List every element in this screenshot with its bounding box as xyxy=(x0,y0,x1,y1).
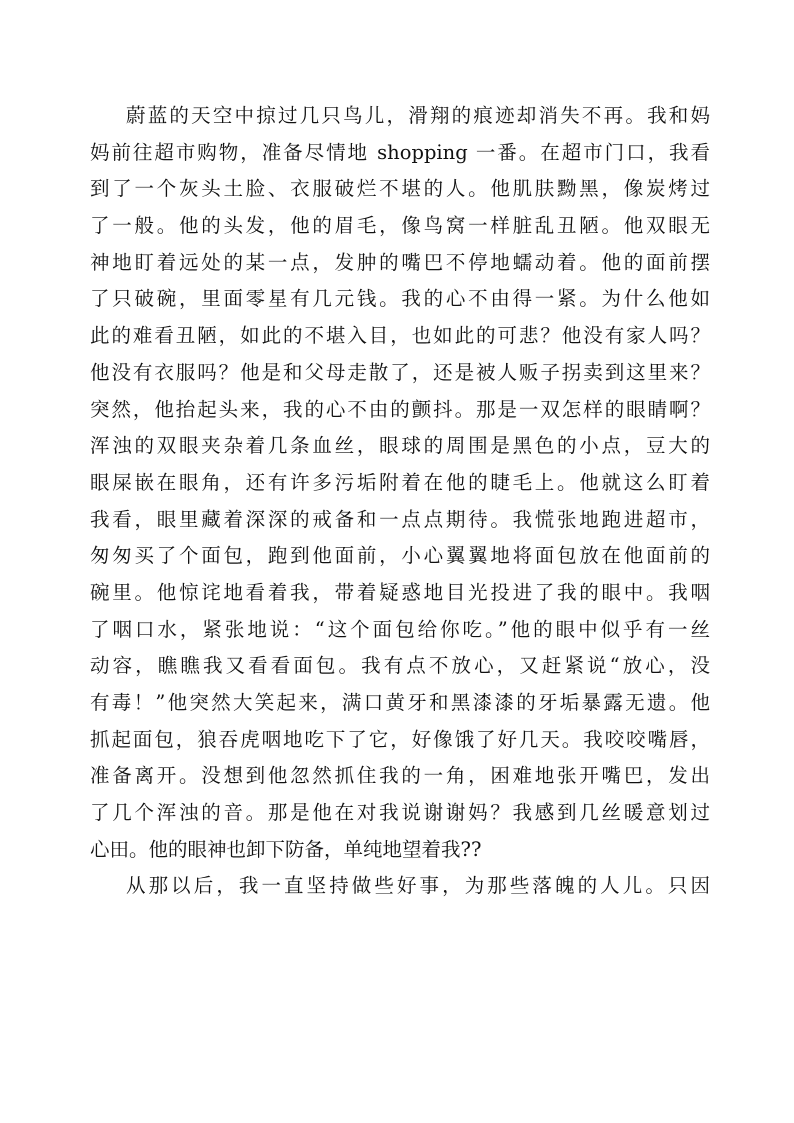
text-line: 碗里。他惊诧地看着我，带着疑惑地目光投进了我的眼中。我咽 xyxy=(90,581,710,604)
text-line: 抓起面包，狼吞虎咽地吃下了它，好像饿了好几天。我咬咬嘴唇， xyxy=(90,728,710,751)
text-line: 从那以后，我一直坚持做些好事，为那些落魄的人儿。只因 xyxy=(126,874,710,897)
text-line: 了只破碗，里面零星有几元钱。我的心不由得一紧。为什么他如 xyxy=(90,287,710,310)
text-line: 了一般。他的头发，他的眉毛，像鸟窝一样脏乱丑陋。他双眼无 xyxy=(90,214,710,237)
text-line: 突然，他抬起头来，我的心不由的颤抖。那是一双怎样的眼睛啊？ xyxy=(90,398,710,421)
text-line: 准备离开。没想到他忽然抓住我的一角，困难地张开嘴巴，发出 xyxy=(90,764,710,787)
text-line: 此的难看丑陋，如此的不堪入目，也如此的可悲？他没有家人吗？ xyxy=(90,324,710,347)
text-line: 到了一个灰头土脸、衣服破烂不堪的人。他肌肤黝黑，像炭烤过 xyxy=(90,177,710,200)
text-line: 了几个浑浊的音。那是他在对我说谢谢妈？我感到几丝暖意划过 xyxy=(90,801,710,824)
text-line: 浑浊的双眼夹杂着几条血丝，眼球的周围是黑色的小点，豆大的 xyxy=(90,434,710,457)
text-line: 我看，眼里藏着深深的戒备和一点点期待。我慌张地跑进超市， xyxy=(90,508,710,531)
text-line: 有毒！”他突然大笑起来，满口黄牙和黑漆漆的牙垢暴露无遗。他 xyxy=(90,691,710,714)
text-line: 眼屎嵌在眼角，还有许多污垢附着在他的睫毛上。他就这么盯着 xyxy=(90,471,710,494)
text-line: 动容，瞧瞧我又看看面包。我有点不放心，又赶紧说“放心，没 xyxy=(90,654,710,677)
text-line: 了咽口水，紧张地说：“这个面包给你吃。”他的眼中似乎有一丝 xyxy=(90,618,710,641)
text-line: 神地盯着远处的某一点，发肿的嘴巴不停地蠕动着。他的面前摆 xyxy=(90,251,710,274)
text-line: 他没有衣服吗？他是和父母走散了，还是被人贩子拐卖到这里来？ xyxy=(90,361,710,384)
text-line: 蔚蓝的天空中掠过几只鸟儿，滑翔的痕迹却消失不再。我和妈 xyxy=(126,104,710,127)
text-line: 匆匆买了个面包，跑到他面前，小心翼翼地将面包放在他面前的 xyxy=(90,544,710,567)
text-line: 妈前往超市购物，准备尽情地 shopping 一番。在超市门口，我看 xyxy=(90,141,710,164)
text-line: 心田。他的眼神也卸下防备，单纯地望着我?? xyxy=(90,838,482,861)
